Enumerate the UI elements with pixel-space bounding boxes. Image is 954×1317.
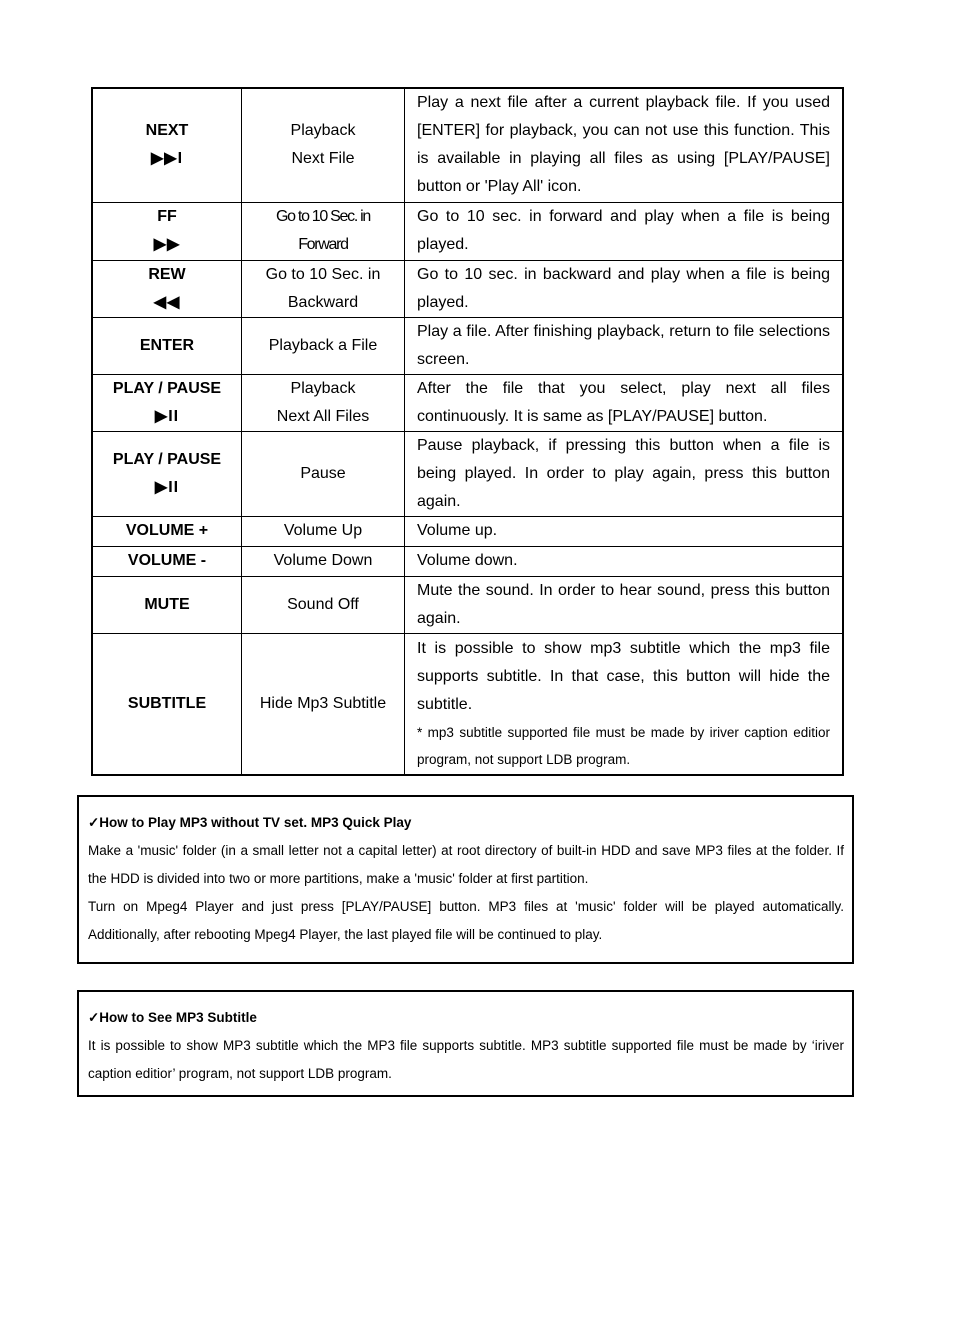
button-key-label: VOLUME - xyxy=(127,552,207,569)
description-text: Volume down. xyxy=(417,552,518,569)
subtitle-note xyxy=(77,990,854,1097)
quick-play-title: ✓How to Play MP3 without TV set. MP3 Quick Play xyxy=(88,815,412,830)
button-key-label: VOLUME + xyxy=(125,522,209,539)
description-text: It is possible to show mp3 subtitle which the mp3 file supports subtitle. In that case, this button will hide the subtitle. xyxy=(417,639,830,713)
table-row xyxy=(92,576,843,633)
button-key-label: PLAY / PAUSE xyxy=(112,450,222,468)
button-key-label: REW xyxy=(148,265,186,283)
description-text: After the file that you select, play next all files continuously. It is same as [PLAY/PAUSE] button. xyxy=(417,379,830,425)
function-label: Playback a File xyxy=(268,336,378,354)
description-note: * mp3 subtitle supported file must be made by iriver caption editior program, not support LDB program. xyxy=(417,724,830,767)
subtitle-note-title: ✓How to See MP3 Subtitle xyxy=(88,1010,257,1025)
button-key-cell xyxy=(92,260,242,317)
table-row xyxy=(92,317,843,374)
table-body xyxy=(92,88,843,775)
description-cell xyxy=(405,260,844,317)
description-cell xyxy=(405,374,844,431)
button-symbol-icon: ▶▶ xyxy=(153,236,181,253)
description-cell xyxy=(405,431,844,516)
button-key-label: MUTE xyxy=(144,595,190,613)
function-cell xyxy=(242,576,405,633)
function-label: Volume Up xyxy=(283,522,363,539)
quick-play-note xyxy=(77,795,854,964)
description-cell xyxy=(405,317,844,374)
description-text: Go to 10 sec. in forward and play when a file is being played. xyxy=(417,208,830,253)
function-cell xyxy=(242,202,405,260)
function-label: Playback xyxy=(290,379,356,397)
button-symbol-icon: ▶II xyxy=(154,407,180,425)
description-cell xyxy=(405,88,844,202)
button-key-label: ENTER xyxy=(139,336,195,354)
button-key-label: PLAY / PAUSE xyxy=(112,379,222,397)
function-label: Go to 10 Sec. in xyxy=(276,208,370,225)
function-cell xyxy=(242,431,405,516)
function-label: Backward xyxy=(287,293,359,311)
function-cell xyxy=(242,317,405,374)
button-function-table xyxy=(91,87,844,776)
table-row xyxy=(92,202,843,260)
button-key-cell xyxy=(92,546,242,576)
table-row xyxy=(92,374,843,431)
description-cell xyxy=(405,516,844,546)
function-cell xyxy=(242,633,405,775)
quick-play-paragraph-1: Make a 'music' folder (in a small letter not a capital letter) at root directory of built-in HDD and save MP3 files at the folder. If the HDD is divided into two or more partitions, make a 'music' folder at first partition. xyxy=(88,843,844,886)
table-row xyxy=(92,260,843,317)
button-symbol-icon: ▶II xyxy=(154,478,180,496)
description-cell xyxy=(405,576,844,633)
quick-play-paragraph-2: Turn on Mpeg4 Player and just press [PLAY/PAUSE] button. MP3 files at 'music' folder will be played automatically. Additionally, after rebooting Mpeg4 Player, the last played file will be continued to play. xyxy=(88,899,844,942)
subtitle-note-paragraph: It is possible to show MP3 subtitle which the MP3 file supports subtitle. MP3 subtitle supported file must be made by ‘iriver caption editior’ program, not support LDB program. xyxy=(88,1038,844,1081)
description-text: Volume up. xyxy=(417,522,498,539)
table-row xyxy=(92,431,843,516)
function-label: Pause xyxy=(300,464,346,482)
button-key-cell xyxy=(92,516,242,546)
table-row xyxy=(92,633,843,775)
button-key-cell xyxy=(92,88,242,202)
description-text: Play a file. After finishing playback, return to file selections screen. xyxy=(417,322,830,368)
function-label: Next File xyxy=(291,150,355,168)
description-text: Pause playback, if pressing this button when a file is being played. In order to play again, press this button again. xyxy=(417,436,830,510)
function-cell xyxy=(242,516,405,546)
function-cell xyxy=(242,546,405,576)
button-key-cell xyxy=(92,374,242,431)
button-symbol-icon: ▶▶I xyxy=(150,150,184,168)
description-cell xyxy=(405,633,844,775)
button-key-cell xyxy=(92,633,242,775)
button-key-cell xyxy=(92,317,242,374)
function-label: Volume Down xyxy=(273,552,373,569)
button-key-label: SUBTITLE xyxy=(127,694,207,712)
function-label: Next All Files xyxy=(276,407,370,425)
function-label: Hide Mp3 Subtitle xyxy=(259,694,387,712)
description-text: Go to 10 sec. in backward and play when a file is being played. xyxy=(417,265,830,311)
function-label: Playback xyxy=(290,122,356,140)
function-cell xyxy=(242,260,405,317)
function-cell xyxy=(242,88,405,202)
description-text: Play a next file after a current playback file. If you used [ENTER] for playback, you can not use this function. This is available in playing all files as using [PLAY/PAUSE] button or 'Play All' icon. xyxy=(417,94,830,196)
button-key-cell xyxy=(92,431,242,516)
button-key-label: FF xyxy=(157,208,177,225)
button-key-label: NEXT xyxy=(145,122,189,140)
description-text: Mute the sound. In order to hear sound, press this button again. xyxy=(417,581,830,627)
button-key-cell xyxy=(92,576,242,633)
table-row xyxy=(92,546,843,576)
button-symbol-icon: ◀◀ xyxy=(153,293,181,311)
function-label: Go to 10 Sec. in xyxy=(265,265,381,283)
function-label: Sound Off xyxy=(287,595,359,613)
table-row xyxy=(92,516,843,546)
table-row xyxy=(92,88,843,202)
function-cell xyxy=(242,374,405,431)
description-cell xyxy=(405,202,844,260)
description-cell xyxy=(405,546,844,576)
function-label: Forward xyxy=(298,236,348,253)
button-key-cell xyxy=(92,202,242,260)
